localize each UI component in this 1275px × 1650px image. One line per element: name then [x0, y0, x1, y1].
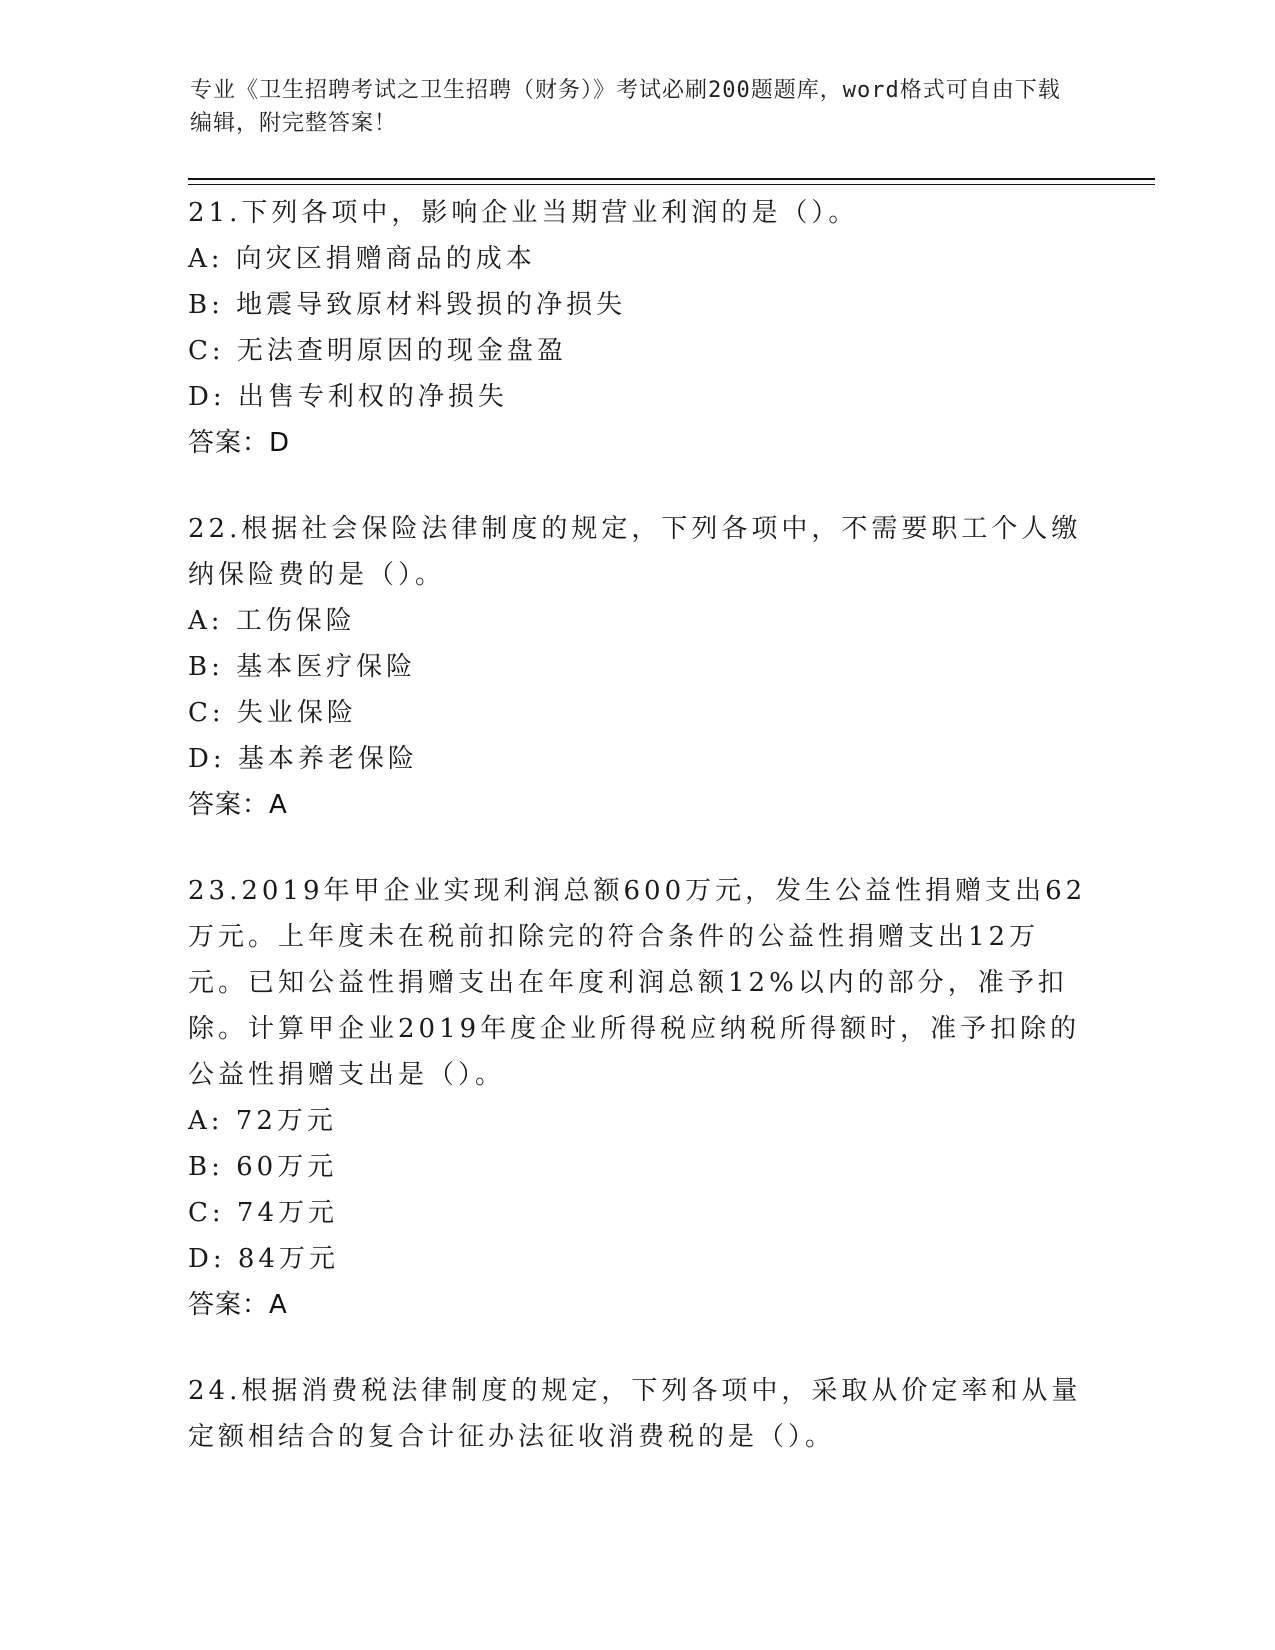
question-21: [188, 190, 1088, 466]
question-23: [188, 868, 1088, 1328]
option-d: D: 出售专利权的净损失: [188, 382, 508, 412]
document-header: 专业《卫生招聘考试之卫生招聘（财务）》考试必刷200题题库，word格式可自由下载编辑，附完整答案！: [190, 78, 1061, 136]
option-b: B: 基本医疗保险: [188, 652, 417, 682]
option-a: A: 72万元: [188, 1106, 337, 1136]
option-b: B: 地震导致原材料毁损的净损失: [188, 290, 627, 320]
option-d: D: 84万元: [188, 1244, 339, 1274]
option-c: C: 74万元: [188, 1198, 339, 1228]
option-c: C: 失业保险: [188, 698, 357, 728]
header-divider-thick: [188, 178, 1155, 180]
answer: 答案：A: [188, 790, 288, 820]
option-a: A: 工伤保险: [188, 606, 356, 636]
question-stem: 23.2019年甲企业实现利润总额600万元，发生公益性捐赠支出62万元。上年度未在税前扣除完的符合条件的公益性捐赠支出12万元。已知公益性捐赠支出在年度利润总额12%以内的部分，准予扣除。计算甲企业2019年度企业所得税应纳税所得额时，准予扣除的公益性捐赠支出是（）。: [188, 876, 1087, 1090]
option-a: A: 向灾区捐赠商品的成本: [188, 244, 536, 274]
answer: 答案：A: [188, 1290, 288, 1320]
option-b: B: 60万元: [188, 1152, 338, 1182]
question-stem: 21.下列各项中，影响企业当期营业利润的是（）。: [188, 198, 859, 228]
question-stem: 22.根据社会保险法律制度的规定，下列各项中，不需要职工个人缴纳保险费的是（）。: [188, 514, 1082, 590]
answer: 答案：D: [188, 428, 291, 458]
question-24: [188, 1368, 1088, 1460]
question-list: [188, 190, 1088, 1500]
option-c: C: 无法查明原因的现金盘盈: [188, 336, 567, 366]
option-d: D: 基本养老保险: [188, 744, 418, 774]
question-stem: 24.根据消费税法律制度的规定，下列各项中，采取从价定率和从量定额相结合的复合计征办法征收消费税的是（）。: [188, 1376, 1082, 1452]
header-divider-thin: [188, 184, 1155, 185]
question-22: [188, 506, 1088, 828]
